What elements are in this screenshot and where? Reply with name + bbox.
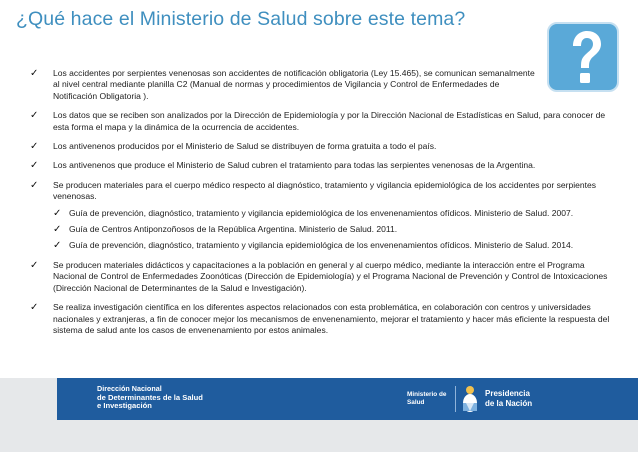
sub-list-item-text: Guía de Centros Antiponzoñosos de la República Argentina. Ministerio de Salud. 2011. xyxy=(69,224,398,235)
list-item xyxy=(30,180,620,203)
list-item-text: Los antivenenos producidos por el Ministerio de Salud se distribuyen de forma gratuita a todo el país. xyxy=(53,141,437,152)
list-item xyxy=(30,68,540,102)
list-item xyxy=(30,302,620,336)
footer-line-3: e Investigación xyxy=(97,401,152,411)
list-item xyxy=(30,141,620,152)
coat-of-arms-icon xyxy=(460,384,480,419)
list-item-text: Se producen materiales para el cuerpo médico respecto al diagnóstico, tratamiento y vigilancia epidemiológica de los accidentes por serpientes venenosas. xyxy=(53,179,597,202)
list-item xyxy=(30,160,620,171)
page-title: ¿Qué hace el Ministerio de Salud sobre este tema? xyxy=(16,8,466,30)
check-icon: ✓ xyxy=(30,110,39,122)
list-item-text: Los datos que se reciben son analizados por la Dirección de Epidemiología y por la Dirección Nacional de Estadísticas en Salud, para conocer de esta forma el mapa y la dinámica de la ocurrencia de accidentes. xyxy=(53,110,606,132)
footer-divider xyxy=(455,386,456,412)
check-icon: ✓ xyxy=(30,68,39,79)
ministerio-line-1: Ministerio de xyxy=(407,391,447,398)
presidencia-line-1: Presidencia xyxy=(485,389,530,398)
list-item-text: Se producen materiales didácticos y capacitaciones a la población en general y al cuerpo médico, mediante la interacción entre el Programa Nacional de Control de Enfermedades Zoonóticas (Dirección de Epidemiología) y el Programa Nacional de Prevención y Control de Intoxicaciones (Dirección Nacional de Determinantes de la Salud e Investigación). xyxy=(53,259,608,293)
list-item-text: Se realiza investigación científica en los diferentes aspectos relacionados con esta problemática, en colaboración con centros y universidades nacionales y extranjeras, a fin de conocer mejor los mecanismos de envenenamiento, mejorar el tratamiento y hacer más eficiente la respuesta del sistema de salud ante los casos de envenenamiento por estos animales. xyxy=(53,302,610,335)
check-icon: ✓ xyxy=(30,302,39,314)
sub-list-item-text: Guía de prevención, diagnóstico, tratamiento y vigilancia epidemiológica de los envenenamientos ofídicos. Ministerio de Salud. 2007. xyxy=(69,207,574,218)
sub-list-item-text: Guía de prevención, diagnóstico, tratamiento y vigilancia epidemiológica de los envenenamientos ofídicos. Ministerio de Salud. 2014. xyxy=(69,240,574,251)
footer-bar xyxy=(57,378,638,420)
footer-line-2: de Determinantes de la Salud xyxy=(97,392,203,402)
footer-institution xyxy=(97,385,203,411)
presidencia-logo-text xyxy=(485,389,532,408)
sub-list-item xyxy=(53,208,620,219)
presidencia-line-2: de la Nación xyxy=(485,398,533,408)
check-icon: ✓ xyxy=(53,207,62,219)
sub-bullet-list xyxy=(53,208,620,252)
sub-list-item xyxy=(53,224,620,235)
check-icon: ✓ xyxy=(30,179,39,191)
ministerio-logo-text xyxy=(407,391,446,407)
check-icon: ✓ xyxy=(30,141,39,153)
ministerio-line-2: Salud xyxy=(407,398,425,406)
footer xyxy=(0,378,638,452)
check-icon: ✓ xyxy=(30,160,39,172)
check-icon: ✓ xyxy=(30,259,39,271)
bullet-list xyxy=(30,68,620,336)
check-icon: ✓ xyxy=(53,224,62,236)
list-item xyxy=(30,110,620,133)
sub-list-item xyxy=(53,240,620,251)
check-icon: ✓ xyxy=(53,240,62,252)
list-item-text: Los accidentes por serpientes venenosas son accidentes de notificación obligatoria (Ley 15.465), se comunican semanalmente al nivel central mediante planilla C2 (Manual de normas y procedimientos de Vigilancia y Control de Enfermedades de Notificación Obligatoria ). xyxy=(53,68,535,101)
list-item xyxy=(30,260,620,294)
footer-line-1: Dirección Nacional xyxy=(97,384,162,393)
list-item-text: Los antivenenos que produce el Ministerio de Salud cubren el tratamiento para todas las serpientes venenosas de la Argentina. xyxy=(53,160,536,171)
